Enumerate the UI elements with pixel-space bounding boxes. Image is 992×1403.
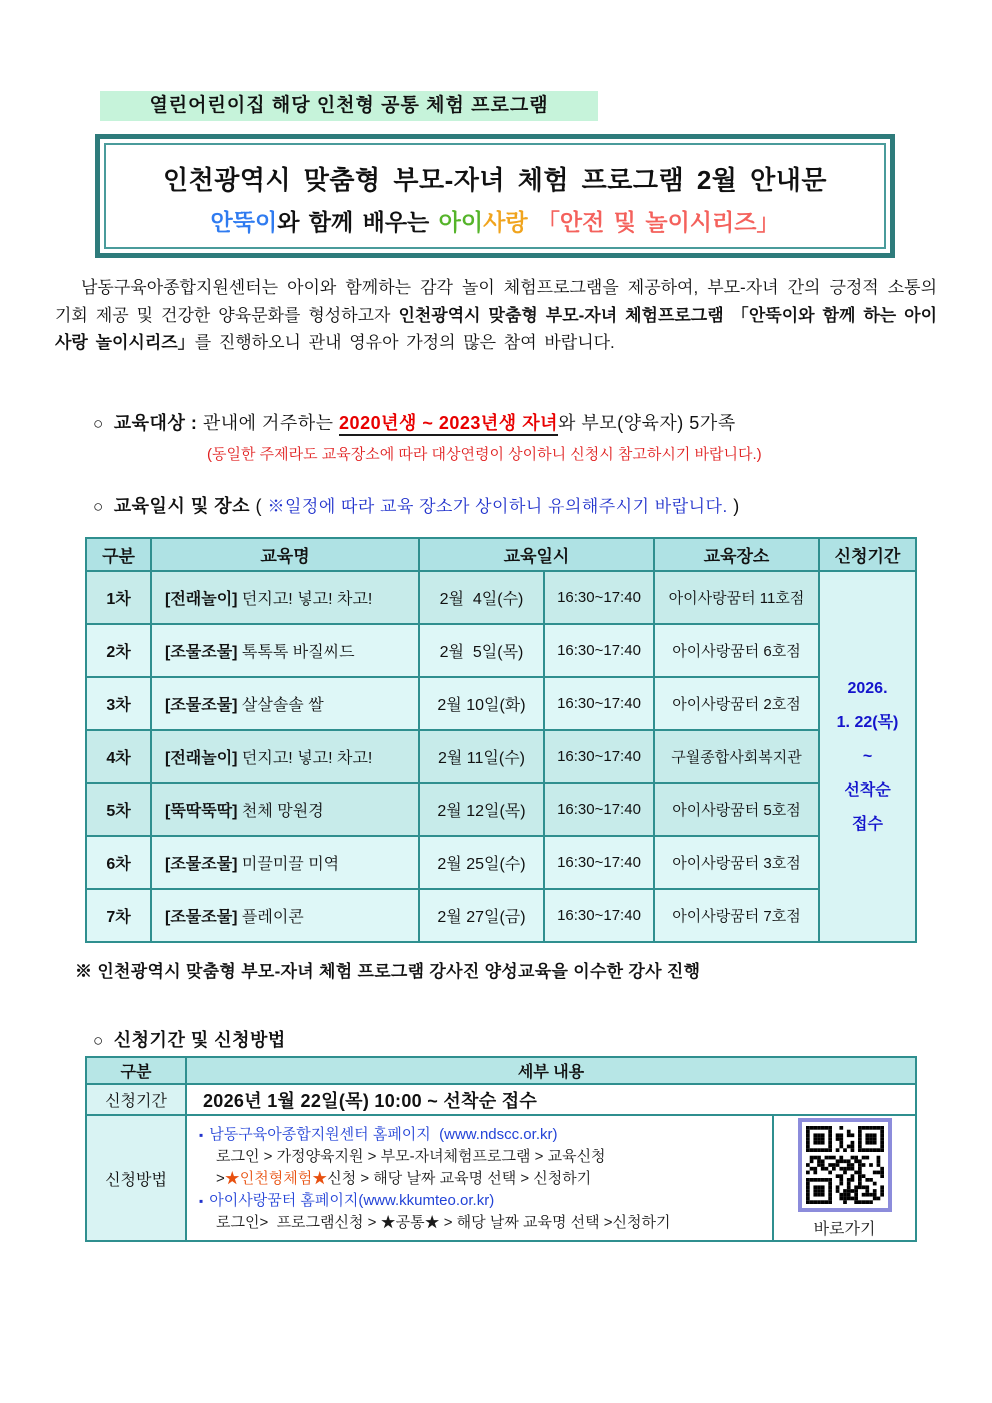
- site1-path2-highlight: ★인천형체험★: [224, 1170, 328, 1187]
- subtitle-mascot: 안뚝이: [210, 209, 278, 235]
- row-name-text: 천체 망원경: [237, 803, 324, 820]
- row-time: 16:30~17:40: [544, 730, 654, 783]
- site2-title-line: [199, 1190, 766, 1212]
- row-name-tag: [전래놀이]: [165, 750, 238, 767]
- circle-bullet-icon: ○: [93, 1031, 104, 1050]
- schedule-table: [85, 537, 917, 943]
- row-time: 16:30~17:40: [544, 889, 654, 942]
- table-row: [86, 730, 916, 783]
- apply-heading: 신청기간 및 신청방법: [113, 1030, 286, 1050]
- site1-path2-post: 신청 > 해당 날짜 교육명 선택 > 신청하기: [327, 1170, 592, 1187]
- target-label: 교육대상 :: [113, 413, 198, 433]
- row-no: 6차: [86, 836, 151, 889]
- row-no: 3차: [86, 677, 151, 730]
- notice-subtitle: [106, 204, 884, 237]
- target-pre: 관내에 거주하는: [197, 413, 340, 433]
- row-time: 16:30~17:40: [544, 624, 654, 677]
- table-row: [86, 677, 916, 730]
- section-apply: [93, 1026, 286, 1052]
- schedule-note-close: ): [727, 496, 740, 516]
- row-no: 7차: [86, 889, 151, 942]
- site1-path1: 로그인 > 가정양육지원 > 부모-자녀체험프로그램 > 교육신청: [216, 1148, 606, 1165]
- row-place: 아이사랑꿈터 7호점: [654, 889, 819, 942]
- apply-table: [85, 1056, 917, 1242]
- period-line: 2026.: [847, 679, 888, 697]
- title-box: [95, 134, 895, 258]
- row-name: [151, 783, 419, 836]
- header-place: 교육장소: [654, 538, 819, 571]
- row-date: 2월 12일(목): [419, 783, 544, 836]
- schedule-note: ※일정에 따라 교육 장소가 상이하니 유의해주시기 바랍니다.: [267, 497, 728, 516]
- subtitle-mid: 와 함께 배우는: [277, 209, 439, 235]
- subtitle-sarang: 사랑: [483, 209, 528, 235]
- row-no: 2차: [86, 624, 151, 677]
- subtitle-ai: 아이: [438, 209, 484, 235]
- row-name-text: 플레이콘: [237, 909, 304, 926]
- row-time: 16:30~17:40: [544, 836, 654, 889]
- header-name: 교육명: [151, 538, 419, 571]
- row-name: [151, 624, 419, 677]
- row-no: 4차: [86, 730, 151, 783]
- table-header-row: [86, 538, 916, 571]
- intro-text-2: 를 진행하오니 관내 영유아 가정의 많은 참여 바랍니다.: [194, 333, 615, 352]
- subtitle-series: 「안전 및 놀이시리즈」: [527, 209, 780, 235]
- row-place: 아이사랑꿈터 3호점: [654, 836, 819, 889]
- row-date: 2월 11일(수): [419, 730, 544, 783]
- table-row: [86, 624, 916, 677]
- row-name: [151, 571, 419, 624]
- qr-code: [798, 1118, 892, 1212]
- site1-path2-pre: >: [216, 1170, 225, 1187]
- row-no: 5차: [86, 783, 151, 836]
- section-target: [93, 409, 736, 435]
- row-name-tag: [조물조물]: [165, 644, 238, 661]
- site1-title-line: [199, 1124, 766, 1146]
- header-datetime: 교육일시: [419, 538, 654, 571]
- target-post: 와 부모(양육자) 5가족: [557, 413, 736, 433]
- apply-period-value: 2026년 1월 22일(목) 10:00 ~ 선착순 접수: [186, 1084, 916, 1115]
- row-date: 2월 25일(수): [419, 836, 544, 889]
- period-line: ~: [862, 747, 873, 765]
- site2-title: 아이사랑꿈터 홈페이지(www.kkumteo.or.kr): [209, 1192, 495, 1209]
- row-name-text: 미끌미끌 미역: [237, 856, 340, 873]
- apply-method-content: [186, 1115, 773, 1241]
- target-caution-note: (동일한 주제라도 교육장소에 따라 대상연령이 상이하니 신청시 참고하시기 바랍니다.): [207, 446, 762, 463]
- row-name-text: 던지고! 넣고! 차고!: [237, 750, 373, 767]
- table-header-row: [86, 1057, 916, 1084]
- row-name: [151, 836, 419, 889]
- header-detail: 세부 내용: [186, 1057, 916, 1084]
- row-time: 16:30~17:40: [544, 571, 654, 624]
- row-name-tag: [뚝딱뚝딱]: [165, 803, 238, 820]
- header-category: 구분: [86, 1057, 186, 1084]
- table-row: [86, 889, 916, 942]
- row-place: 아이사랑꿈터 6호점: [654, 624, 819, 677]
- square-bullet-icon: ▪: [199, 1194, 204, 1208]
- site2-path1: 로그인> 프로그램신청 > ★공통★ > 해당 날짜 교육명 선택 >신청하기: [216, 1214, 671, 1231]
- circle-bullet-icon: ○: [93, 497, 104, 516]
- row-name-text: 던지고! 넣고! 차고!: [237, 591, 373, 608]
- square-bullet-icon: ▪: [199, 1128, 204, 1142]
- row-time: 16:30~17:40: [544, 677, 654, 730]
- circle-bullet-icon: ○: [93, 414, 104, 433]
- row-name: [151, 730, 419, 783]
- qr-label: 바로가기: [813, 1220, 876, 1238]
- apply-method-label: 신청방법: [86, 1115, 186, 1241]
- apply-period-cell: [819, 571, 916, 942]
- row-date: 2월 10일(화): [419, 677, 544, 730]
- row-date: 2월 5일(목): [419, 624, 544, 677]
- row-name: [151, 889, 419, 942]
- row-place: 아이사랑꿈터 5호점: [654, 783, 819, 836]
- intro-text-1: 남동구육아종합지원센터는 아이와 함께하는 감각 놀이 체험프로그램을 제공하여, 부모-자녀 간의 긍정적 소통의 기회 제공 및 건강한 양육문화를 형성하고자: [55, 278, 937, 325]
- program-type-banner: 열린어린이집 해당 인천형 공통 체험 프로그램: [100, 91, 598, 121]
- header-no: 구분: [86, 538, 151, 571]
- row-name-text: 톡톡톡 바질씨드: [237, 644, 355, 661]
- table-row: [86, 836, 916, 889]
- schedule-label: 교육일시 및 장소: [113, 496, 250, 516]
- row-name-tag: [조물조물]: [165, 697, 238, 714]
- qr-cell: [773, 1115, 916, 1241]
- schedule-note-open: (: [250, 496, 268, 516]
- header-period: 신청기간: [819, 538, 916, 571]
- row-place: 아이사랑꿈터 11호점: [654, 571, 819, 624]
- row-date: 2월 27일(금): [419, 889, 544, 942]
- qr-code-image: [806, 1126, 884, 1204]
- row-place: 아이사랑꿈터 2호점: [654, 677, 819, 730]
- section-schedule: [93, 492, 740, 518]
- row-name-tag: [조물조물]: [165, 909, 238, 926]
- row-name-tag: [전래놀이]: [165, 591, 238, 608]
- instructor-footnote: ※ 인천광역시 맞춤형 부모-자녀 체험 프로그램 강사진 양성교육을 이수한 강사 진행: [75, 962, 701, 981]
- table-row: [86, 1115, 916, 1241]
- apply-period-label: 신청기간: [86, 1084, 186, 1115]
- intro-program-name: 인천광역시 맞춤형 부모-자녀 체험프로그램 「안뚝이와 함께 하는 아이사랑 놀이시리즈」: [55, 305, 938, 352]
- site1-path2: [199, 1168, 766, 1190]
- row-name-tag: [조물조물]: [165, 856, 238, 873]
- notice-title: 인천광역시 맞춤형 부모-자녀 체험 프로그램 2월 안내문: [162, 165, 827, 195]
- period-line: 1. 22(목): [836, 713, 899, 731]
- period-line: 접수: [852, 815, 883, 833]
- table-row: [86, 1084, 916, 1115]
- target-age-range: 2020년생 ~ 2023년생 자녀: [339, 413, 558, 436]
- row-date: 2월 4일(수): [419, 571, 544, 624]
- row-name-text: 살살솔솔 쌀: [237, 697, 324, 714]
- period-line: 선착순: [844, 781, 891, 799]
- row-place: 구월종합사회복지관: [654, 730, 819, 783]
- row-name: [151, 677, 419, 730]
- table-row: [86, 571, 916, 624]
- title-box-inner: [104, 143, 886, 249]
- intro-paragraph: [55, 274, 937, 357]
- site1-title: 남동구육아종합지원센터 홈페이지 (www.ndscc.or.kr): [209, 1126, 558, 1143]
- row-no: 1차: [86, 571, 151, 624]
- row-time: 16:30~17:40: [544, 783, 654, 836]
- table-row: [86, 783, 916, 836]
